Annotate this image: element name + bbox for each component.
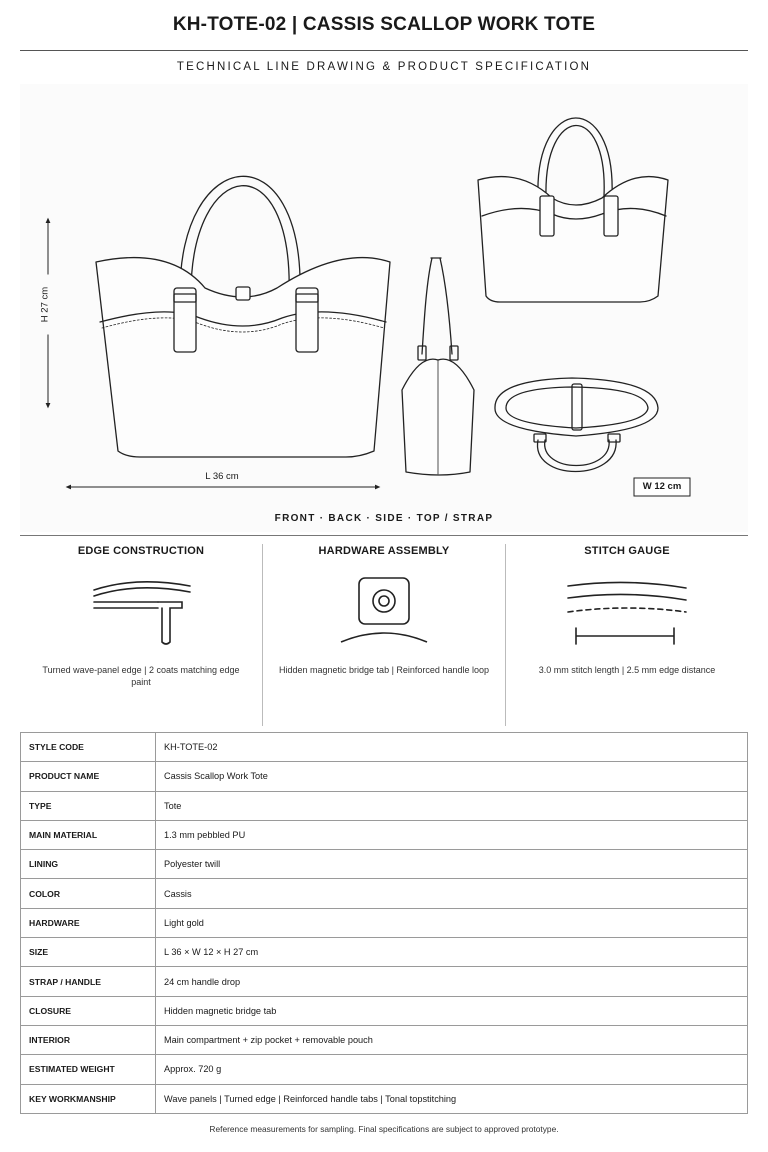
- spec-value: 24 cm handle drop: [156, 967, 748, 996]
- top-view: [495, 378, 658, 472]
- table-row: [21, 1055, 748, 1084]
- stitch-gauge-icon: [562, 572, 692, 652]
- table-row: [21, 791, 748, 820]
- spec-key: ESTIMATED WEIGHT: [21, 1055, 156, 1084]
- detail-title: HARDWARE ASSEMBLY: [318, 545, 450, 557]
- spec-value: Polyester twill: [156, 850, 748, 879]
- detail-note: Hidden magnetic bridge tab | Reinforced handle loop: [279, 665, 489, 675]
- table-row: [21, 762, 748, 791]
- table-row: [21, 938, 748, 967]
- spec-value: KH-TOTE-02: [156, 733, 748, 762]
- spec-value: Main compartment + zip pocket + removable pouch: [156, 1025, 748, 1054]
- height-dimension-label: H 27 cm: [40, 275, 51, 335]
- detail-note: Turned wave-panel edge | 2 coats matching edge paint: [42, 665, 240, 687]
- construction-details: [20, 540, 748, 726]
- spec-key: CLOSURE: [21, 996, 156, 1025]
- detail-edge-construction: [20, 540, 262, 726]
- spec-key: LINING: [21, 850, 156, 879]
- table-row: [21, 820, 748, 849]
- detail-title: STITCH GAUGE: [584, 545, 670, 557]
- spec-value: Cassis: [156, 879, 748, 908]
- table-row: [21, 879, 748, 908]
- spec-value: Tote: [156, 791, 748, 820]
- spec-value: 1.3 mm pebbled PU: [156, 820, 748, 849]
- title-divider: [20, 50, 748, 51]
- bag-line-drawing: [20, 84, 748, 532]
- spec-key: KEY WORKMANSHIP: [21, 1084, 156, 1113]
- table-row: [21, 850, 748, 879]
- spec-key: STRAP / HANDLE: [21, 967, 156, 996]
- side-view: [402, 258, 474, 475]
- detail-title: EDGE CONSTRUCTION: [77, 545, 205, 557]
- length-dimension-label: L 36 cm: [205, 471, 239, 482]
- detail-stitch-gauge: [506, 540, 748, 726]
- spec-key: SIZE: [21, 938, 156, 967]
- spec-key: COLOR: [21, 879, 156, 908]
- magnetic-tab-icon: [329, 572, 439, 652]
- spec-table: [20, 732, 748, 1114]
- spec-key: STYLE CODE: [21, 733, 156, 762]
- detail-note: 3.0 mm stitch length | 2.5 mm edge distance: [538, 665, 716, 675]
- table-row: [21, 1084, 748, 1113]
- technical-drawing: [20, 84, 748, 532]
- back-view: [478, 118, 668, 302]
- page-subtitle: TECHNICAL LINE DRAWING & PRODUCT SPECIFICATION: [176, 61, 592, 73]
- table-row: [21, 967, 748, 996]
- spec-value: Approx. 720 g: [156, 1055, 748, 1084]
- table-row: [21, 733, 748, 762]
- front-view: [96, 176, 390, 457]
- table-row: [21, 996, 748, 1025]
- spec-key: MAIN MATERIAL: [21, 820, 156, 849]
- views-caption: FRONT · BACK · SIDE · TOP / STRAP: [274, 513, 494, 524]
- spec-key: INTERIOR: [21, 1025, 156, 1054]
- spec-value: Cassis Scallop Work Tote: [156, 762, 748, 791]
- spec-value: Wave panels | Turned edge | Reinforced handle tabs | Tonal topstitching: [156, 1084, 748, 1113]
- footnote: Reference measurements for sampling. Final specifications are subject to approved prototype.: [209, 1124, 559, 1134]
- detail-hardware-assembly: [263, 540, 505, 726]
- spec-value: Hidden magnetic bridge tab: [156, 996, 748, 1025]
- edge-construction-icon: [86, 572, 196, 652]
- spec-value: L 36 × W 12 × H 27 cm: [156, 938, 748, 967]
- spec-key: TYPE: [21, 791, 156, 820]
- spec-key: HARDWARE: [21, 908, 156, 937]
- spec-value: Light gold: [156, 908, 748, 937]
- width-dimension-label: W 12 cm: [642, 481, 682, 492]
- spec-key: PRODUCT NAME: [21, 762, 156, 791]
- page-title: KH-TOTE-02 | CASSIS SCALLOP WORK TOTE: [172, 14, 596, 35]
- section-divider: [20, 535, 748, 536]
- table-row: [21, 1025, 748, 1054]
- table-row: [21, 908, 748, 937]
